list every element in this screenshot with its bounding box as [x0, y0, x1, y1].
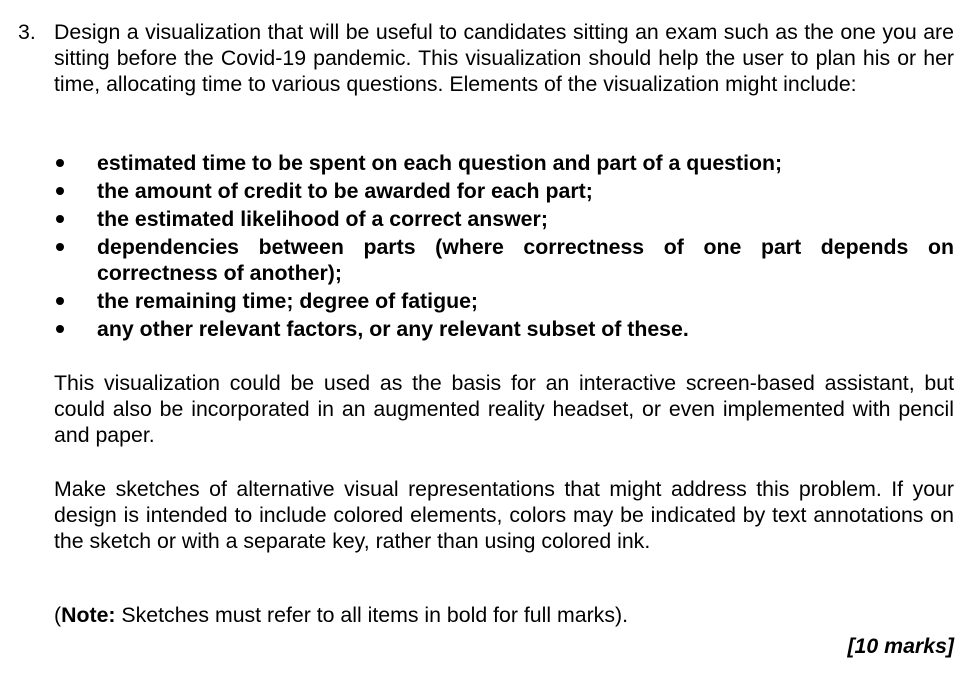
bullet-text: the remaining time; degree of fatigue; [97, 289, 479, 313]
bullet-list [0, 150, 977, 344]
question-number: 3. [18, 20, 36, 44]
bullet-text: any other relevant factors, or any relevant subset of these. [97, 317, 689, 341]
usage-paragraph: This visualization could be used as the basis for an interactive screen-based assistant, but could also be incorporated in an augmented reality headset, or even implemented with pencil and paper. [54, 371, 954, 447]
bullet-icon [56, 187, 64, 195]
bullet-text: the estimated likelihood of a correct answer; [97, 207, 548, 231]
bullet-icon [56, 215, 64, 223]
note-open-paren: ( [54, 603, 62, 628]
list-item [0, 288, 954, 314]
list-item [0, 206, 954, 232]
bullet-text: the amount of credit to be awarded for each part; [97, 179, 593, 203]
note-paragraph [54, 602, 954, 628]
bullet-icon [56, 297, 64, 305]
list-item [0, 178, 954, 204]
bullet-text: estimated time to be spent on each question and part of a question; [97, 151, 783, 175]
note-label: Note: [61, 603, 116, 628]
list-item [0, 316, 954, 342]
list-item [0, 150, 954, 176]
bullet-icon [56, 159, 64, 167]
list-item [0, 234, 954, 286]
bullet-icon [56, 243, 64, 251]
marks-label: [10 marks] [847, 634, 954, 658]
bullet-icon [56, 325, 64, 333]
question-intro: Design a visualization that will be useful to candidates sitting an exam such as the one you are sitting before the Covid-19 pandemic. This visualization should help the user to plan his or her time, allocating time to various questions. Elements of the visualization might include: [54, 20, 954, 96]
bullet-text: dependencies between parts (where correctness of one part depends on correctness of another); [97, 235, 954, 285]
note-text: Sketches must refer to all items in bold for full marks). [115, 603, 628, 628]
instructions-paragraph: Make sketches of alternative visual representations that might address this problem. If your design is intended to include colored elements, colors may be indicated by text annotations on the sketch or with a separate key, rather than using colored ink. [54, 477, 954, 553]
